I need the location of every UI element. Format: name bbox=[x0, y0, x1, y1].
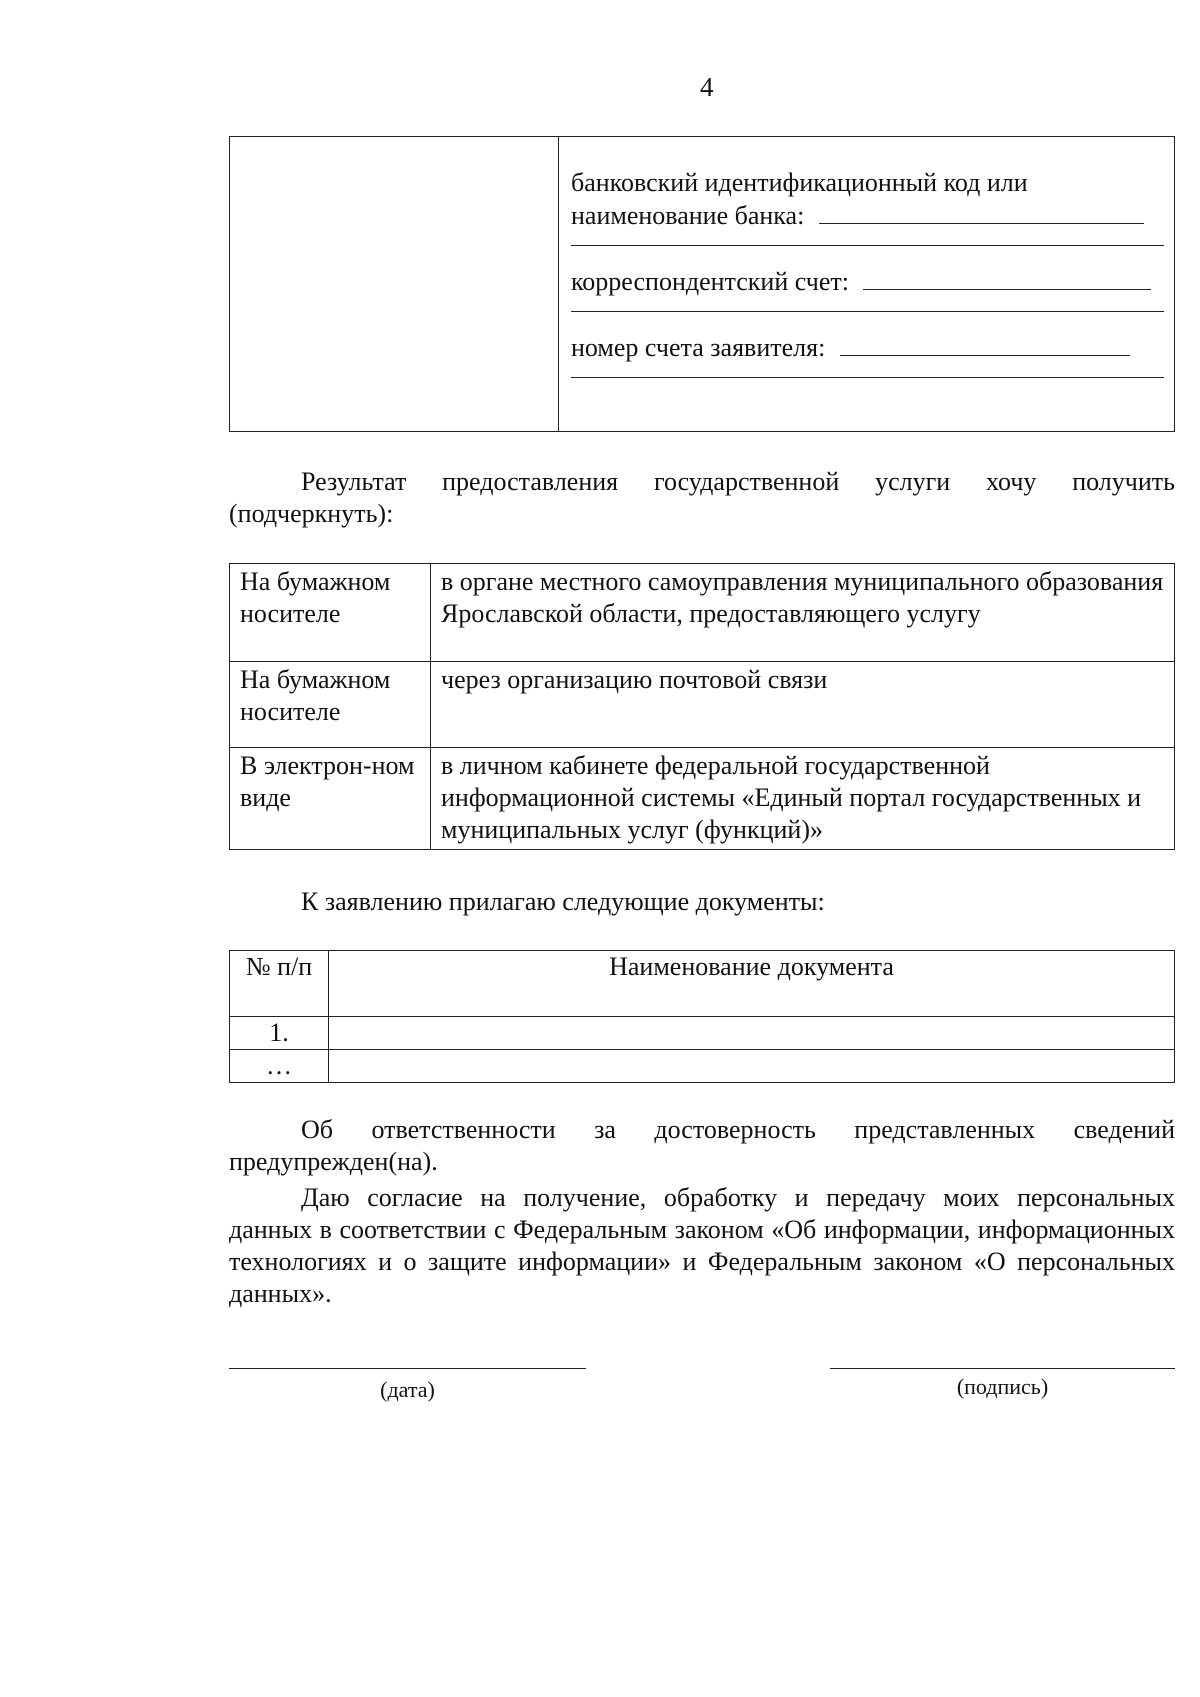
corr-account-blank-line[interactable] bbox=[571, 311, 1164, 312]
result-option-form: На бумажном носителе bbox=[230, 662, 431, 748]
header-num: № п/п bbox=[230, 951, 329, 1017]
bik-blank-line[interactable] bbox=[571, 245, 1164, 246]
consent-text: Даю согласие на получение, обработку и передачу моих персональных данных в соответствии с Федеральным законом «Об информации, информационных технологиях и о защите информации» и Федеральным законом «О персональных данных». bbox=[229, 1183, 1175, 1308]
row-doc-name[interactable] bbox=[329, 1017, 1175, 1050]
applicant-account-label: номер счета заявителя: bbox=[571, 333, 826, 362]
bank-details-left-cell bbox=[230, 137, 559, 431]
date-line[interactable] bbox=[229, 1368, 586, 1369]
applicant-account-blank-line[interactable] bbox=[571, 377, 1164, 378]
result-option-method: в органе местного самоуправления муниципального образования Ярославской области, предоставляющего услугу bbox=[431, 564, 1175, 662]
bik-blank[interactable] bbox=[819, 199, 1144, 224]
documents-intro: К заявлению прилагаю следующие документы: bbox=[301, 887, 825, 916]
result-option-form: В электрон-ном виде bbox=[230, 748, 431, 850]
result-option-row[interactable] bbox=[230, 564, 1175, 662]
bik-field[interactable] bbox=[571, 199, 1162, 232]
documents-table bbox=[229, 950, 1175, 1083]
corr-account-label: корреспондентский счет: bbox=[571, 267, 849, 296]
header-doc-name: Наименование документа bbox=[329, 951, 1175, 1017]
bik-label-line2: наименование банка: bbox=[571, 201, 805, 230]
signature-line[interactable] bbox=[830, 1368, 1175, 1369]
result-options-table bbox=[229, 563, 1175, 850]
result-option-row[interactable] bbox=[230, 748, 1175, 850]
result-option-row[interactable] bbox=[230, 662, 1175, 748]
corr-account-field[interactable] bbox=[571, 265, 1162, 298]
table-row[interactable] bbox=[230, 1017, 1175, 1050]
signature-caption: (подпись) bbox=[956, 1374, 1049, 1399]
documents-table-header bbox=[230, 951, 1175, 1017]
applicant-account-blank[interactable] bbox=[840, 331, 1130, 356]
bik-label-line1: банковский идентификационный код или bbox=[571, 168, 1028, 197]
result-option-form: На бумажном носителе bbox=[230, 564, 431, 662]
result-intro: Результат предоставления государственной услуги хочу получить (подчеркнуть): bbox=[229, 467, 1175, 528]
page-number: 4 bbox=[700, 72, 714, 102]
table-row[interactable] bbox=[230, 1050, 1175, 1083]
result-option-method: в личном кабинете федеральной государственной информационной системы «Единый портал государственных и муниципальных услуг (функций)» bbox=[431, 748, 1175, 850]
row-num: … bbox=[230, 1050, 329, 1083]
corr-account-blank[interactable] bbox=[863, 265, 1151, 290]
responsibility-text: Об ответственности за достоверность представленных сведений предупрежден(на). bbox=[229, 1115, 1175, 1176]
applicant-account-field[interactable] bbox=[571, 331, 1162, 364]
result-option-method: через организацию почтовой связи bbox=[431, 662, 1175, 748]
bank-details-right-cell bbox=[559, 137, 1174, 431]
date-caption: (дата) bbox=[380, 1377, 435, 1402]
bank-details-table bbox=[229, 136, 1175, 432]
row-doc-name[interactable] bbox=[329, 1050, 1175, 1083]
row-num: 1. bbox=[230, 1017, 329, 1050]
